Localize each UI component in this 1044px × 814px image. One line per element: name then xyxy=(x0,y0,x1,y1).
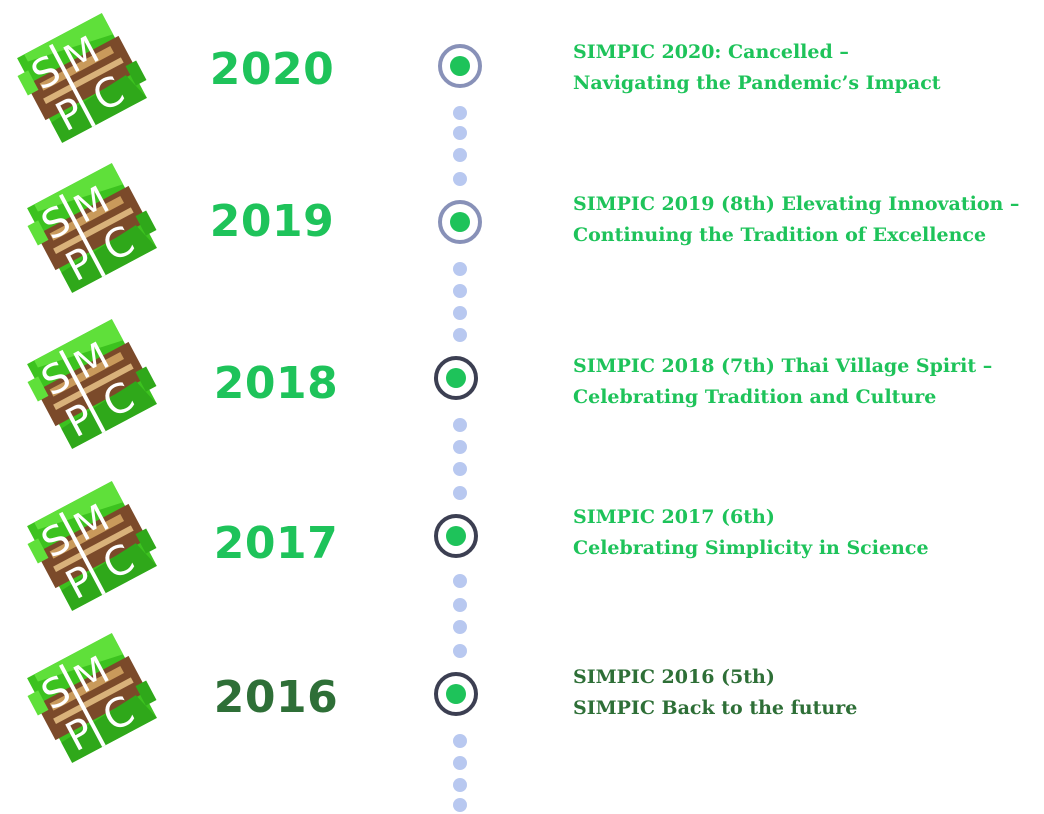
timeline-connector-dot xyxy=(453,126,467,140)
timeline-connector-dot xyxy=(453,440,467,454)
timeline-connector-dot xyxy=(453,734,467,748)
timeline-item-2017 xyxy=(0,474,1044,624)
description-line-2: Navigating the Pandemic’s Impact xyxy=(573,72,941,94)
timeline-connector-dot xyxy=(453,262,467,276)
simpic-logo-icon xyxy=(12,8,152,148)
timeline-connector-dot xyxy=(453,798,467,812)
timeline-node-icon xyxy=(438,44,482,88)
timeline-connector-dot xyxy=(453,148,467,162)
timeline-node-icon xyxy=(438,200,482,244)
timeline-connector-dot xyxy=(453,418,467,432)
timeline-connector-dot xyxy=(453,462,467,476)
timeline-connector-dot xyxy=(453,644,467,658)
simpic-logo-icon xyxy=(22,628,162,768)
description-line-1: SIMPIC 2016 (5th) xyxy=(573,666,775,688)
timeline-item-2018 xyxy=(0,314,1044,464)
simpic-logo-icon xyxy=(22,314,162,454)
description-line-1: SIMPIC 2020: Cancelled – xyxy=(573,41,849,63)
timeline-year: 2017 xyxy=(213,518,339,569)
description-line-2: Celebrating Simplicity in Science xyxy=(573,537,929,559)
timeline-connector-dot xyxy=(453,106,467,120)
timeline-item-2019 xyxy=(0,152,1044,302)
timeline-item-2016 xyxy=(0,628,1044,778)
timeline-connector-dot xyxy=(453,756,467,770)
timeline-year: 2016 xyxy=(213,672,339,723)
timeline-year: 2020 xyxy=(209,44,335,95)
timeline-description xyxy=(573,662,1033,724)
timeline-connector-dot xyxy=(453,778,467,792)
description-line-2: Celebrating Tradition and Culture xyxy=(573,386,937,408)
timeline-connector-dot xyxy=(453,172,467,186)
description-line-1: SIMPIC 2019 (8th) Elevating Innovation – xyxy=(573,193,1020,215)
simpic-logo-icon xyxy=(22,476,162,616)
timeline-connector-dot xyxy=(453,486,467,500)
timeline-connector-dot xyxy=(453,306,467,320)
simpic-logo-icon xyxy=(22,158,162,298)
timeline-description xyxy=(573,37,1033,99)
timeline-description xyxy=(573,502,1033,564)
description-line-2: SIMPIC Back to the future xyxy=(573,697,858,719)
timeline-node-icon xyxy=(434,514,478,558)
timeline-year: 2018 xyxy=(213,358,339,409)
timeline-description xyxy=(573,351,1033,413)
timeline-connector-dot xyxy=(453,328,467,342)
timeline-connector-dot xyxy=(453,574,467,588)
timeline-connector-dot xyxy=(453,620,467,634)
description-line-1: SIMPIC 2018 (7th) Thai Village Spirit – xyxy=(573,355,993,377)
timeline-connector-dot xyxy=(453,598,467,612)
timeline-item-2020 xyxy=(0,0,1044,150)
timeline-connector-dot xyxy=(453,284,467,298)
description-line-2: Continuing the Tradition of Excellence xyxy=(573,224,987,246)
timeline-node-icon xyxy=(434,672,478,716)
timeline-description xyxy=(573,189,1033,251)
timeline-year: 2019 xyxy=(209,196,335,247)
description-line-1: SIMPIC 2017 (6th) xyxy=(573,506,775,528)
timeline-node-icon xyxy=(434,356,478,400)
